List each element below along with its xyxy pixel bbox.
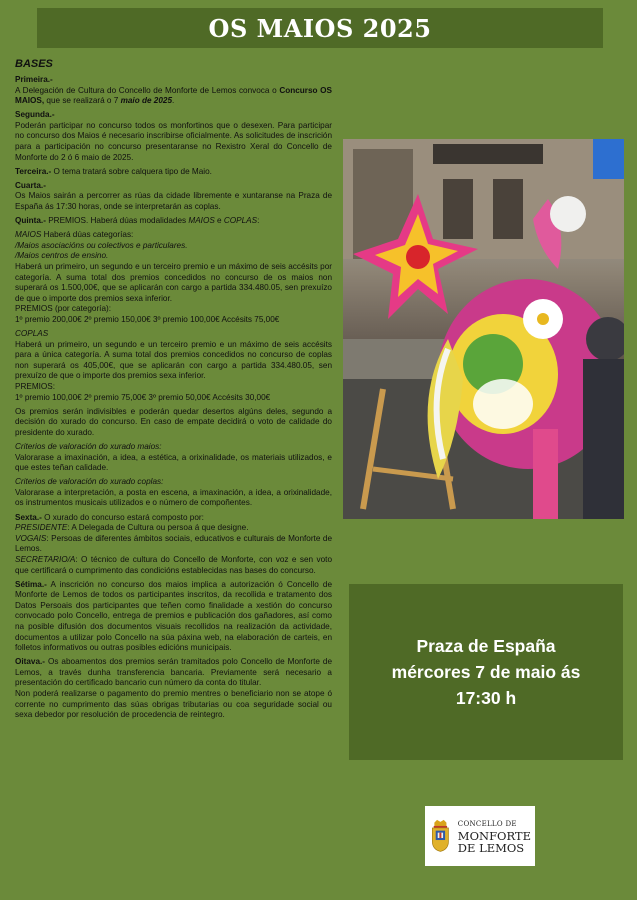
coplas-prizes: 1º premio 100,00€ 2º premio 75,00€ 3º premio 50,00€ Accésits 30,00€	[15, 392, 271, 402]
coat-of-arms-icon	[429, 812, 452, 860]
logo-line3: DE LEMOS	[457, 841, 525, 855]
criteria-coplas-text: Valorarase a interpretación, a posta en escena, a imaxinación, a idea, a orixinalidade, os instrumentos musicais utilizados e o número de compoñentes.	[15, 487, 332, 508]
sexta-pres-text: : A Delegada de Cultura ou persoa á que designe.	[67, 523, 249, 533]
quinta-text: PREMIOS. Haberá dúas modalidades	[45, 216, 189, 226]
sexta-sec-label: SECRETARIO/A	[15, 554, 76, 564]
oitava-label: Oitava.-	[15, 657, 46, 667]
page-title: OS MAIOS 2025	[208, 13, 432, 43]
section-setima	[15, 580, 332, 654]
indivisible-text: Os premios serán indivisibles e poderán quedar desertos algúns deles, segundo a decisión do xurado do concurso. En caso de empate decidirá o voto de calidade do presidente do xurado.	[15, 406, 332, 437]
quinta-maios: MAIOS	[188, 216, 215, 226]
sexta-pres-label: PRESIDENTE	[15, 523, 68, 533]
maios-intro: Haberá dúas categorías:	[41, 230, 134, 240]
coplas-title: COPLAS	[15, 329, 49, 339]
maios-cat1: /Maios asociacións ou colectivos e particulares.	[15, 240, 188, 250]
maios-prizes: 1º premio 200,00€ 2º premio 150,00€ 3º premio 100,00€ Accésits 75,00€	[15, 314, 280, 324]
maio-flower-photo	[343, 139, 624, 519]
concello-logo	[425, 806, 535, 866]
section-coplas	[15, 329, 332, 403]
cuarta-label: Cuarta.-	[15, 180, 46, 190]
logo-line1: CONCELLO DE	[457, 820, 517, 828]
sexta-sec-text: : O técnico de cultura do Concello de Monforte, con voz e sen voto que certificará o cumprimento das condicións establecidas nas bases do concurso.	[15, 554, 332, 575]
event-location: Praza de España	[416, 636, 556, 656]
primeira-date: maio de 2025	[120, 96, 173, 106]
terceira-label: Terceira.-	[15, 166, 52, 176]
bases-column	[15, 58, 332, 724]
segunda-text: Poderán participar no concurso todos os monfortinos que o desexen. Para participar no concurso dos Maios é necesario inscribirse oficialmente. As solicitudes de inscrición para a participación no concurso presentaranse no Rexistro Xeral do Concello de Monforte do 2 ó 6 maio de 2025.	[15, 120, 332, 162]
terceira-text: O tema tratará sobre calquera tipo de Maio.	[51, 166, 212, 176]
oitava-text2: Non poderá realizarse o pagamento do premio mentres o beneficiario non se atope ó corrente no cumprimento das súas obrigas tributarias ou coa seguridade social ou sexa debedor por resolución de procedencia de reintegro.	[15, 689, 332, 720]
sexta-label: Sexta.-	[15, 512, 42, 522]
primeira-bold: Concurso OS MAIOS,	[15, 85, 332, 106]
bases-heading: BASES	[15, 58, 53, 70]
maios-prizes-label: PREMIOS (por categoría):	[15, 304, 112, 314]
quinta-coplas: COPLAS	[223, 216, 258, 226]
logo-line2: MONFORTE	[457, 829, 531, 843]
event-info-box	[349, 584, 623, 760]
quinta-label: Quinta.-	[15, 216, 46, 226]
maios-cat2: /Maios centros de ensino.	[15, 251, 109, 261]
sexta-text: O xurado do concurso estará composto por:	[41, 512, 204, 522]
setima-label: Sétima.-	[15, 579, 47, 589]
section-sexta	[15, 513, 332, 577]
section-criteria-coplas	[15, 477, 332, 509]
title-banner	[37, 8, 603, 48]
quinta-end: :	[257, 216, 260, 226]
setima-text: A inscrición no concurso dos maios implica a autorización ó Concello de Monforte de Lemos de todos os participantes inscritos, da recollida e tratamento dos Datos Persoais dos participantes que teñen como finalidade a xestión do concurso convocado polo Concello, entrega de premios e publicación dos gañadores, así como na posible difusión dos documentos visuais recollidos na realización da actividade, documentos a utilizar polo Concello na súa páxina web, na elaboración de carteis, en folletos informativos ou outras posibles edicións municipais.	[15, 579, 332, 653]
section-segunda	[15, 110, 332, 163]
section-terceira	[15, 167, 332, 178]
primeira-label: Primeira.-	[15, 75, 53, 84]
section-maios	[15, 230, 332, 325]
segunda-label: Segunda.-	[15, 110, 55, 120]
section-quinta	[15, 216, 332, 227]
coplas-body: Haberá un primeiro, un segundo e un terceiro premio e un máximo de seis accésits para a única categoría. A suma total dos premios concedidos no concurso de coplas non superará os 405,00€, que se aplicarán con cargo a partida 334.480.05, sen prexuízo de que o importe dos premios sexa inferior.	[15, 339, 332, 381]
criteria-coplas-title: Criterios de valoración do xurado coplas:	[15, 477, 164, 487]
section-primeira	[15, 75, 332, 107]
criteria-maios-text: Valorarase a imaxinación, a idea, a estética, a orixinalidade, os materiais utilizados, e que estes teñan calidade.	[15, 452, 332, 473]
criteria-maios-title: Criterios de valoración do xurado maios:	[15, 442, 162, 451]
section-oitava	[15, 657, 332, 721]
section-criteria-maios	[15, 442, 332, 474]
primeira-text3: .	[172, 96, 175, 106]
maios-body: Haberá un primeiro, un segundo e un terceiro premio e un máximo de seis accésits por categoría. A suma total dos premios concedidos no concurso de os maios non superará os 1.500,00€, que se aplicarán con cargo a partida 334.480.05, sen prexuízo de que o importe dos premios sexa inferior.	[15, 262, 332, 303]
maios-title: MAIOS	[15, 230, 42, 240]
coplas-prizes-label: PREMIOS:	[15, 382, 56, 392]
section-cuarta	[15, 181, 332, 213]
sexta-vog-label: VOGAIS	[15, 533, 47, 543]
cuarta-text: Os Maios sairán a percorrer as rúas da cidade libremente e xuntaranse na Praza de España ás 17:30 horas, onde se interpretarán as coplas.	[15, 191, 332, 212]
sexta-vog-text: : Persoas de diferentes ámbitos sociais, educativos e culturais de Monforte de Lemos.	[15, 533, 332, 554]
oitava-text: Os aboamentos dos premios serán tramitados polo Concello de Monforte de Lemos, a través dunha transferencia bancaria. Previamente será necesario a presentación do certificado bancario cun número da conta do titular.	[15, 657, 332, 688]
primeira-text2: que se realizará o 7	[44, 96, 121, 106]
event-time: 17:30 h	[455, 688, 517, 708]
quinta-and: e	[214, 216, 224, 226]
event-date: mércores 7 de maio ás	[391, 662, 581, 682]
primeira-text: A Delegación de Cultura do Concello de Monforte de Lemos convoca o	[15, 85, 277, 95]
